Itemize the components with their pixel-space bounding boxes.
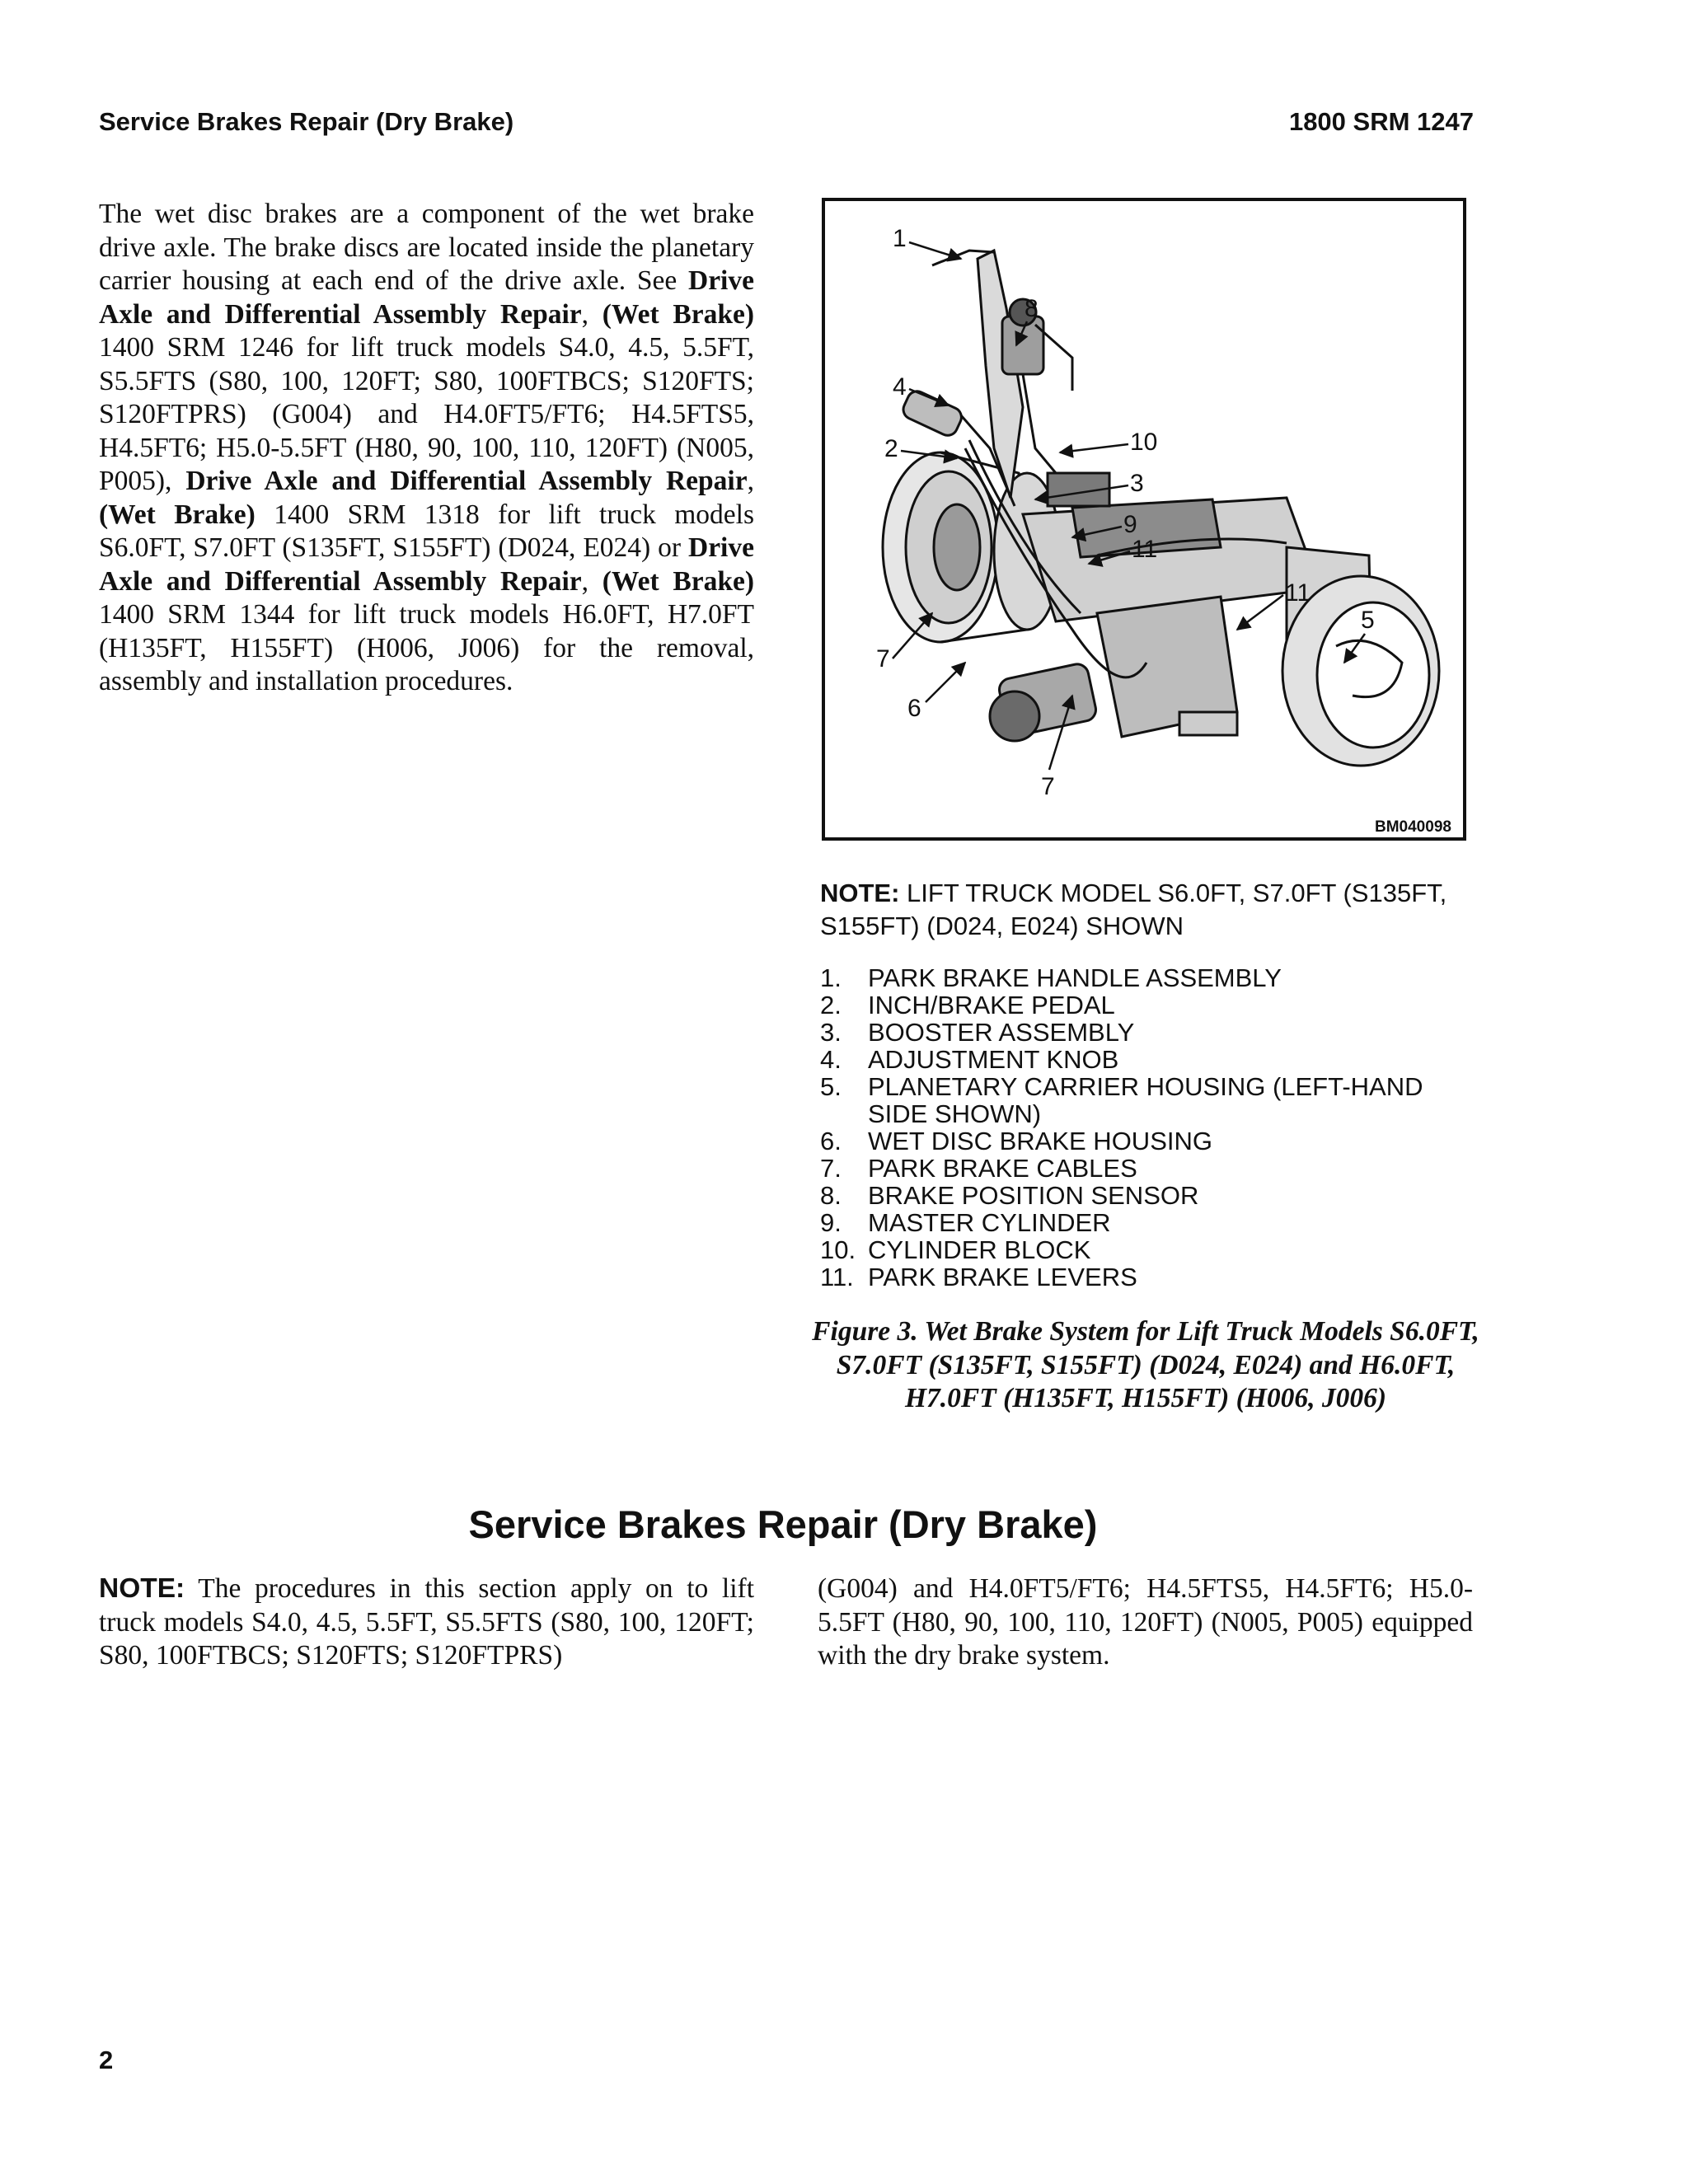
page-number: 2 [99, 2046, 114, 2074]
legend-text: MASTER CYLINDER [868, 1208, 1111, 1237]
legend-text: PARK BRAKE LEVERS [868, 1263, 1137, 1291]
callout-3: 3 [1130, 470, 1144, 497]
figure-note [820, 877, 1479, 943]
callout-4: 4 [893, 373, 907, 401]
intro-ref-title: Drive Axle and Differential Assembly Repair [185, 466, 748, 496]
legend-item [820, 964, 1479, 991]
figure-legend [820, 964, 1479, 1291]
legend-text: ADJUSTMENT KNOB [868, 1045, 1119, 1074]
legend-item [820, 1209, 1479, 1236]
legend-item [820, 1019, 1479, 1046]
figure-note-label: NOTE: [820, 879, 900, 907]
legend-item [820, 1046, 1479, 1073]
legend-text: PARK BRAKE HANDLE ASSEMBLY [868, 963, 1282, 992]
callout-6: 6 [907, 695, 921, 722]
legend-number: 7. [820, 1154, 842, 1183]
section-note-text: The procedures in this section apply on to lift truck models S4.0, 4.5, 5.5FT, S5.5FTS (S80, 100, 120FT; S80, 100FTBCS; S120FTS; S120FTPRS) [99, 1573, 754, 1671]
figure-note-text: LIFT TRUCK MODEL S6.0FT, S7.0FT (S135FT, S155FT) (D024, E024) SHOWN [820, 879, 1447, 940]
section-note-right: (G004) and H4.0FT5/FT6; H4.5FTS5, H4.5FT6; H5.0-5.5FT (H80, 90, 100, 110, 120FT) (N005, P005) equipped with the dry brake system. [818, 1573, 1473, 1671]
legend-text: CYLINDER BLOCK [868, 1235, 1091, 1264]
wet-brake-axle-drawing [825, 201, 1463, 837]
callout-7-left: 7 [876, 645, 890, 673]
legend-text: WET DISC BRAKE HOUSING [868, 1127, 1212, 1155]
legend-number: 6. [820, 1127, 842, 1155]
legend-item [820, 991, 1479, 1019]
legend-text: PARK BRAKE CABLES [868, 1154, 1137, 1183]
intro-ref-title: Drive Axle and Differential Assembly Repair [99, 532, 754, 597]
intro-text: , [747, 466, 754, 496]
legend-text: BRAKE POSITION SENSOR [868, 1181, 1199, 1210]
callout-5: 5 [1361, 607, 1375, 634]
intro-text: , [581, 565, 603, 597]
legend-item [820, 1236, 1479, 1263]
legend-number: 9. [820, 1208, 842, 1237]
callout-8: 8 [1025, 295, 1039, 322]
intro-ref-subtitle: (Wet Brake) [99, 499, 256, 530]
callout-1: 1 [893, 225, 907, 252]
section-note-left [99, 1572, 754, 1673]
intro-ref-subtitle: (Wet Brake) [602, 565, 754, 597]
callout-11-right: 11 [1285, 579, 1311, 607]
legend-item [820, 1127, 1479, 1155]
intro-ref-subtitle: (Wet Brake) [602, 298, 754, 330]
legend-text: PLANETARY CARRIER HOUSING (LEFT-HAND SIDE SHOWN) [868, 1072, 1423, 1128]
legend-item [820, 1155, 1479, 1182]
legend-number: 5. [820, 1072, 842, 1101]
legend-number: 2. [820, 991, 842, 1019]
legend-item [820, 1263, 1479, 1291]
legend-number: 8. [820, 1181, 842, 1210]
legend-item [820, 1073, 1479, 1127]
intro-text: 1400 SRM 1344 for lift truck models H6.0FT, H7.0FT (H135FT, H155FT) (H006, J006) for the removal, assembly and installation procedures. [99, 599, 754, 696]
axle-line-art [883, 251, 1439, 766]
intro-paragraph [99, 198, 754, 699]
figure-caption: Figure 3. Wet Brake System for Lift Truck Models S6.0FT, S7.0FT (S135FT, S155FT) (D024, E024) and H6.0FT, H7.0FT (H135FT, H155FT) (H006, J006) [812, 1316, 1479, 1413]
callout-2: 2 [884, 435, 898, 462]
intro-ref-title: Drive Axle and Differential Assembly Repair [99, 265, 754, 330]
figure-code: BM040098 [1375, 818, 1451, 836]
figure-illustration [822, 198, 1466, 841]
legend-number: 1. [820, 963, 842, 992]
callout-7-bottom: 7 [1041, 773, 1055, 800]
section-note-label: NOTE: [99, 1573, 185, 1604]
legend-number: 11. [820, 1263, 854, 1291]
legend-text: INCH/BRAKE PEDAL [868, 991, 1115, 1019]
intro-text: 1400 SRM 1246 for lift truck models S4.0, 4.5, 5.5FT, S5.5FTS (S80, 100, 120FT; S80, 100FTBCS; S120FTS; S120FTPRS) (G004) and H4.0FT5/FT6; H4.5FTS5, H4.5FT6; H5.0-5.5FT (H80, 90, 100, 110, 120FT) (N005, P005), [99, 332, 754, 496]
section-heading: Service Brakes Repair (Dry Brake) [468, 1502, 1098, 1546]
running-header-doc-number: 1800 SRM 1247 [1288, 107, 1474, 136]
callout-10: 10 [1130, 429, 1158, 456]
callout-11-left: 11 [1132, 536, 1158, 563]
legend-number: 10. [820, 1235, 856, 1264]
intro-text: , [581, 298, 603, 330]
intro-text: The wet disc brakes are a component of the wet brake drive axle. The brake discs are located inside the planetary carrier housing at each end of the drive axle. See [99, 199, 754, 296]
legend-number: 4. [820, 1045, 842, 1074]
callout-9: 9 [1123, 511, 1137, 538]
running-header-title: Service Brakes Repair (Dry Brake) [99, 107, 514, 136]
legend-text: BOOSTER ASSEMBLY [868, 1018, 1135, 1047]
legend-number: 3. [820, 1018, 842, 1047]
intro-text: 1400 SRM 1318 for lift truck models S6.0FT, S7.0FT (S135FT, S155FT) (D024, E024) or [99, 499, 755, 563]
legend-item [820, 1182, 1479, 1209]
